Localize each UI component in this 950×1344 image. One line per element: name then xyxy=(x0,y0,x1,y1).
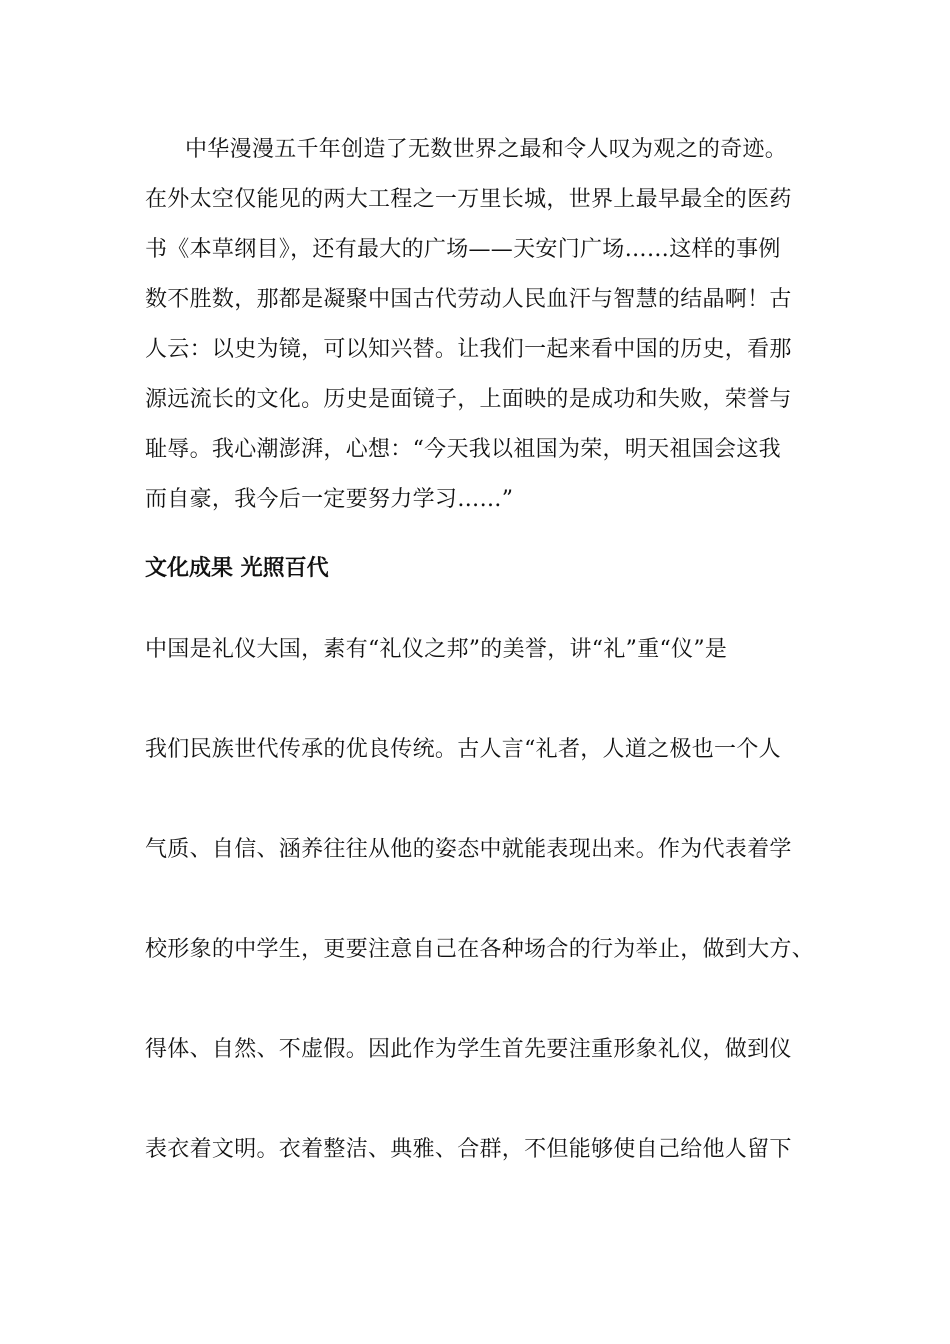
section-line-1: 中国是礼仪大国，素有“礼仪之邦”的美誉，讲“礼”重“仪”是 xyxy=(145,637,728,662)
intro-line-5: 人云：以史为镜，可以知兴替。让我们一起来看中国的历史，看那 xyxy=(145,337,792,362)
section-line-5: 得体、自然、不虚假。因此作为学生首先要注重形象礼仪，做到仪 xyxy=(145,1037,792,1062)
intro-line-2: 在外太空仅能见的两大工程之一万里长城，世界上最早最全的医药 xyxy=(145,187,792,212)
section-line-3: 气质、自信、涵养往往从他的姿态中就能表现出来。作为代表着学 xyxy=(145,837,792,862)
intro-line-7: 耻辱。我心潮澎湃，心想：“今天我以祖国为荣，明天祖国会这我 xyxy=(145,437,781,462)
intro-line-3: 书《本草纲目》，还有最大的广场——天安门广场……这样的事例 xyxy=(145,237,781,262)
section-line-4: 校形象的中学生，更要注意自己在各种场合的行为举止，做到大方、 xyxy=(145,937,815,962)
section-line-2: 我们民族世代传承的优良传统。古人言“礼者，人道之极也一个人 xyxy=(145,737,781,762)
section-heading: 文化成果 光照百代 xyxy=(145,556,329,581)
intro-line-1: 中华漫漫五千年创造了无数世界之最和令人叹为观之的奇迹。 xyxy=(185,137,788,162)
intro-line-4: 数不胜数，那都是凝聚中国古代劳动人民血汗与智慧的结晶啊！古 xyxy=(145,287,792,312)
intro-line-6: 源远流长的文化。历史是面镜子，上面映的是成功和失败，荣誉与 xyxy=(145,387,792,412)
intro-line-8: 而自豪，我今后一定要努力学习……” xyxy=(145,487,514,512)
section-line-6: 表衣着文明。衣着整洁、典雅、合群，不但能够使自己给他人留下 xyxy=(145,1137,792,1162)
